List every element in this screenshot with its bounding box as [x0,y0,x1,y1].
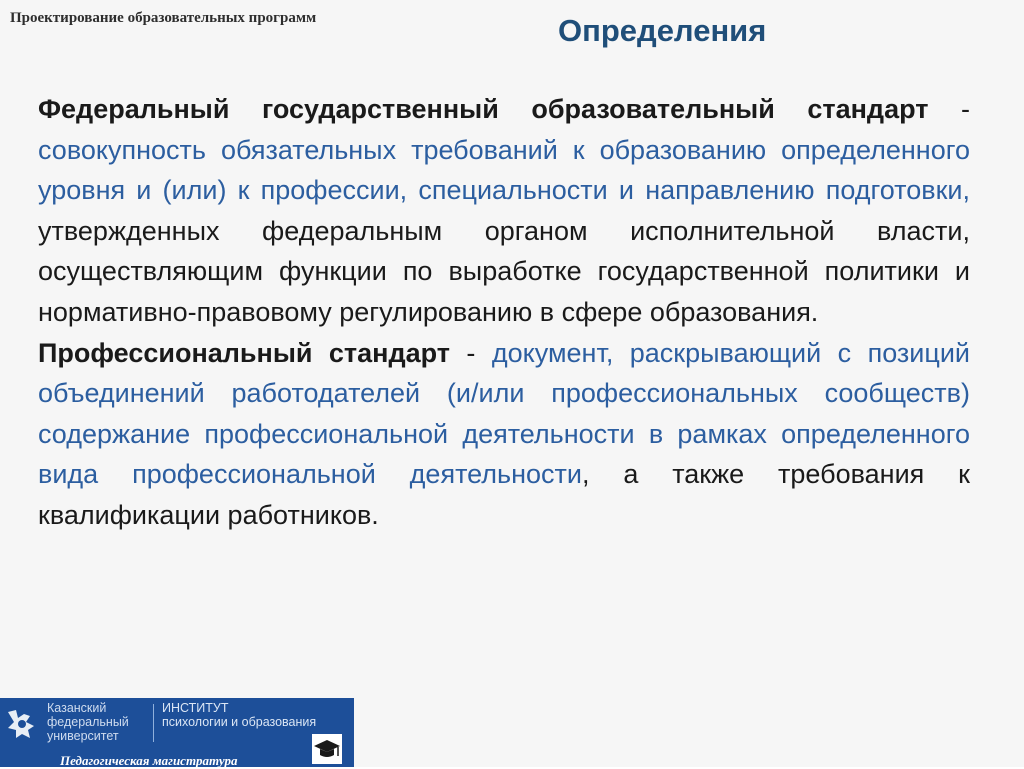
institute-name [162,701,316,729]
graduation-cap-icon [312,734,342,764]
university-line: Казанский [47,701,107,715]
program-name: Педагогическая магистратура [60,753,238,768]
definition-rest: , а также требования к квалификации работников. [38,459,970,530]
institute-line: психологии и образования [162,715,317,729]
course-subject: Проектирование образовательных программ [10,10,317,26]
definition-term: Профессиональный стандарт [38,337,450,368]
definition-profstandard [38,333,970,536]
definition-fgos [38,89,970,333]
definition-text: документ, раскрывающий с позиций объединений работодателей (и/или профессиональных сообществ) содержание профессиональной деятельности в рамках определенного вида профессиональной деятельности [38,337,971,490]
university-name [47,701,129,743]
definition-dash: - [928,94,970,124]
definition-rest: утвержденных федеральным органом исполнительной власти, осуществляющим функции по выработке государственной политики и нормативно-правовому регулированию в сфере образования. [38,215,970,327]
definition-text: совокупность обязательных требований к образованию определенного уровня и (или) к профессии, специальности и направлению подготовки, [38,134,970,206]
definition-term: Федеральный государственный образовательный стандарт [38,94,929,124]
kfu-logo-icon [4,706,40,742]
footer-divider [153,704,154,742]
definition-dash: - [450,337,492,368]
university-line: университет [47,729,119,743]
university-line: федеральный [47,715,129,729]
institute-line: ИНСТИТУТ [162,701,229,715]
definitions-body [38,89,970,536]
slide-title: Определения [558,13,767,48]
footer-banner [0,698,354,767]
